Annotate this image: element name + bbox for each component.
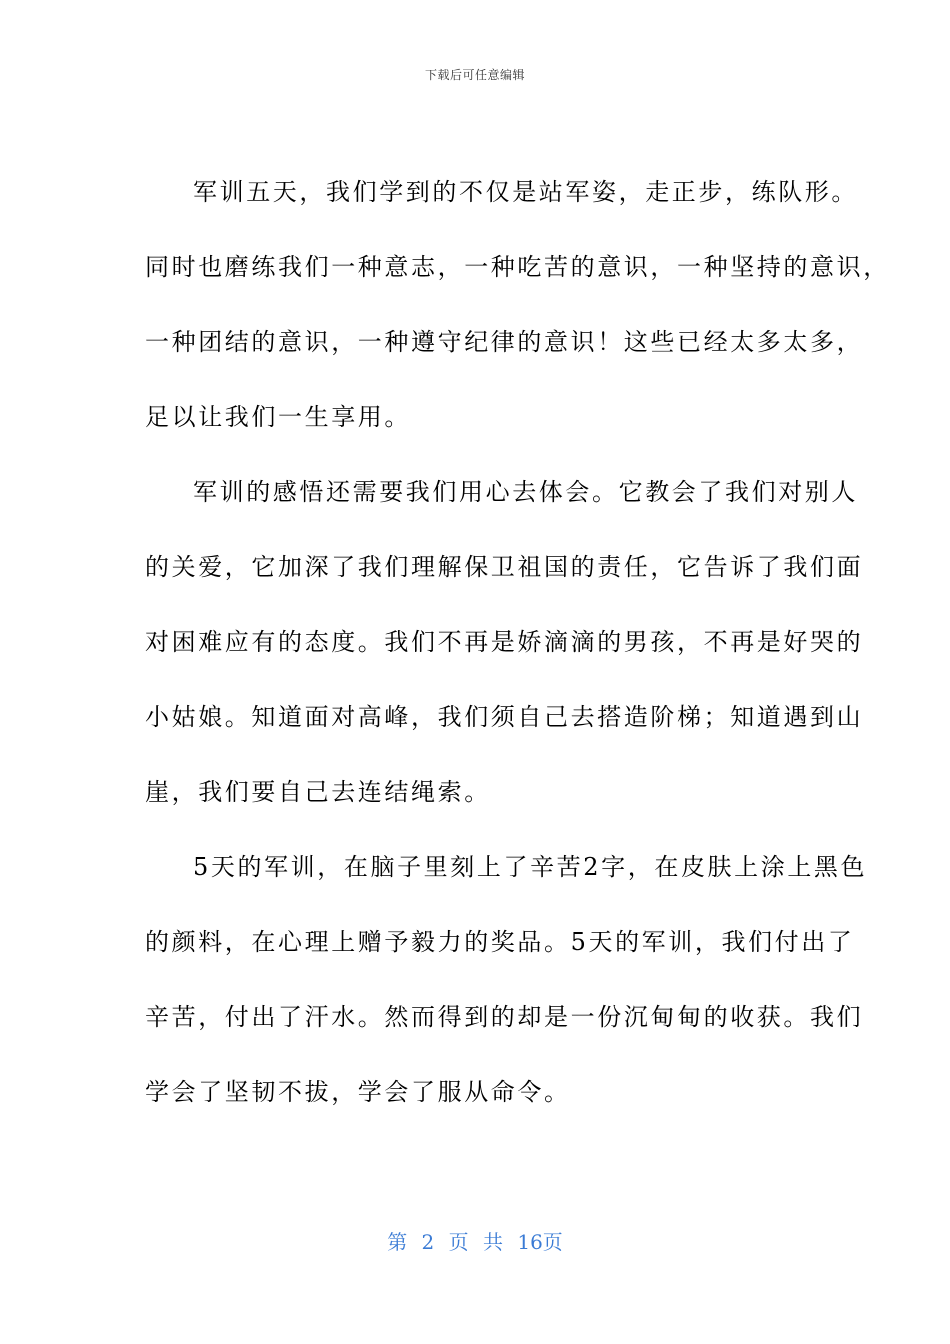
paragraph-line: 对困难应有的态度。我们不再是娇滴滴的男孩，不再是好哭的 <box>145 628 864 656</box>
paragraph-line: 辛苦，付出了汗水。然而得到的却是一份沉甸甸的收获。我们 <box>145 1003 864 1031</box>
paragraph-line: 崖，我们要自己去连结绳索。 <box>145 778 491 806</box>
paragraph-line: 一种团结的意识，一种遵守纪律的意识！这些已经太多太多， <box>145 328 864 356</box>
paragraph-line: 小姑娘。知道面对高峰，我们须自己去搭造阶梯；知道遇到山 <box>145 703 864 731</box>
paragraph-line: 军训五天，我们学到的不仅是站军姿，走正步，练队形。 <box>193 178 858 206</box>
paragraph-line: 足以让我们一生享用。 <box>145 403 411 431</box>
paragraph-line: 的关爱，它加深了我们理解保卫祖国的责任，它告诉了我们面 <box>145 553 864 581</box>
paragraph-line: 军训的感悟还需要我们用心去体会。它教会了我们对别人 <box>193 478 858 506</box>
paragraph-line: 的颜料，在心理上赠予毅力的奖品。5天的军训，我们付出了 <box>145 928 855 956</box>
paragraph-line: 学会了坚韧不拔，学会了服从命令。 <box>145 1078 571 1106</box>
page-number-footer: 第 2 页 共 16页 <box>387 1230 563 1254</box>
paragraph-line: 5天的军训，在脑子里刻上了辛苦2字，在皮肤上涂上黑色 <box>193 853 868 881</box>
paragraph-line: 同时也磨练我们一种意志，一种吃苦的意识，一种坚持的意识， <box>145 253 890 281</box>
header-note: 下载后可任意编辑 <box>424 68 525 82</box>
